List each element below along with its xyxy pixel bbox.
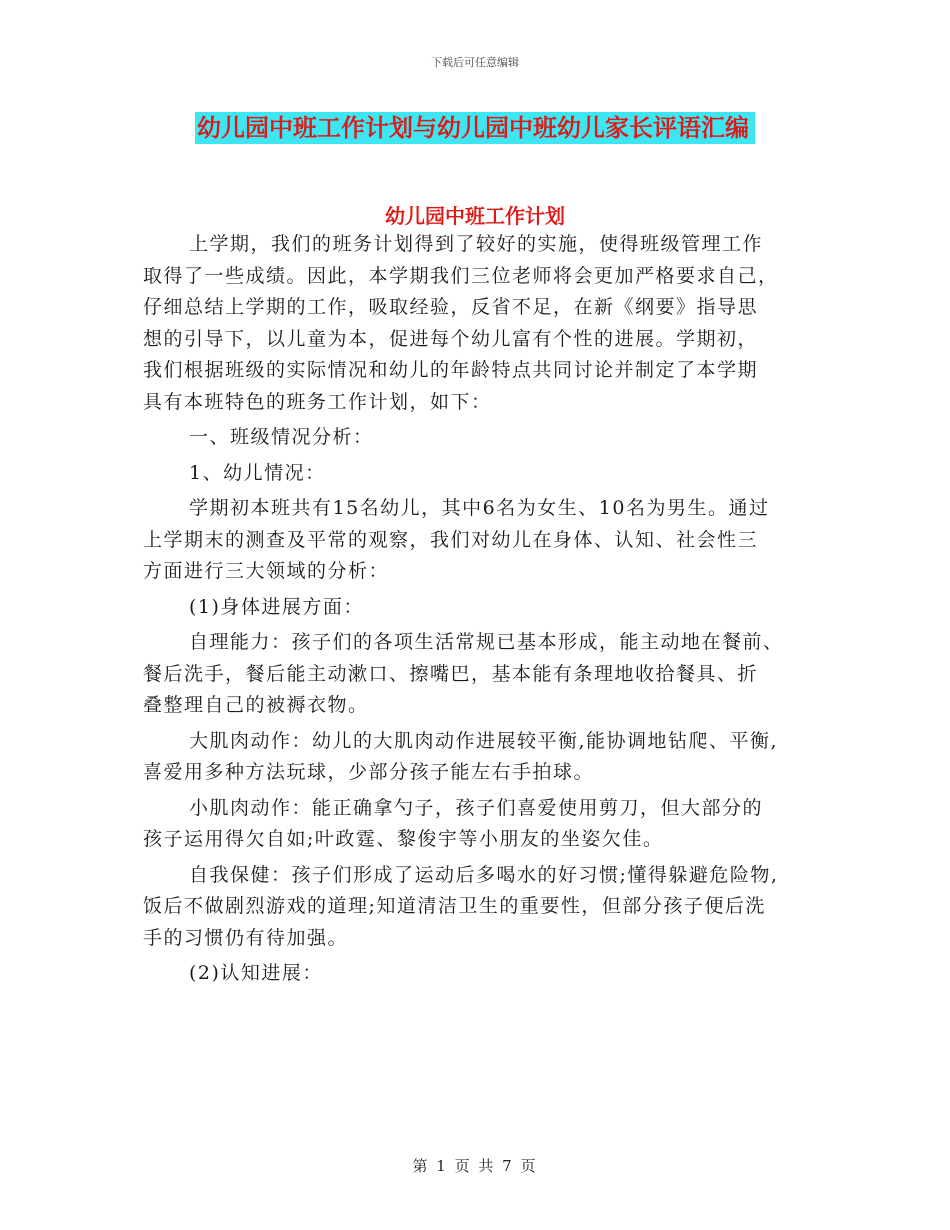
paragraph-line: 自理能力：孩子们的各项生活常规已基本形成，能主动地在餐前、: [189, 631, 784, 653]
heading-line: 一、班级情况分析：: [189, 426, 374, 448]
paragraph-line: 想的引导下，以儿童为本，促进每个幼儿富有个性的进展。学期初，: [143, 327, 759, 350]
paragraph-line: 餐后洗手，餐后能主动漱口、擦嘴巴，基本能有条理地收拾餐具、折: [143, 662, 759, 685]
paragraph-line: 孩子运用得欠自如;叶政霆、黎俊宇等小朋友的坐姿欠佳。: [143, 828, 664, 850]
body-text: [143, 229, 813, 990]
paragraph-line: 手的习惯仍有待加强。: [143, 926, 349, 949]
paragraph-line: 自我保健：孩子们形成了运动后多喝水的好习惯;懂得躲避危险物,: [189, 863, 779, 886]
section-title: 幼儿园中班工作计划: [385, 204, 565, 228]
heading-line: (2)认知进展：: [189, 962, 323, 984]
paragraph-line: 小肌肉动作：能正确拿勺子，孩子们喜爱使用剪刀，但大部分的: [189, 796, 764, 819]
paragraph-line: 我们根据班级的实际情况和幼儿的年龄特点共同讨论并制定了本学期: [143, 359, 759, 381]
paragraph-line: 仔细总结上学期的工作，吸取经验，反省不足，在新《纲要》指导思: [143, 296, 759, 318]
heading-line: 1、幼儿情况：: [189, 461, 326, 484]
document-title: 幼儿园中班工作计划与幼儿园中班幼儿家长评语汇编: [195, 112, 755, 144]
paragraph-line: 取得了一些成绩。因此，本学期我们三位老师将会更加严格要求自己，: [143, 264, 779, 287]
paragraph-line: 方面进行三大领域的分析：: [143, 560, 390, 582]
paragraph-line: 上学期，我们的班务计划得到了较好的实施，使得班级管理工作: [189, 233, 764, 255]
heading-line: (1)身体进展方面：: [189, 595, 364, 618]
paragraph-line: 上学期末的测查及平常的观察，我们对幼儿在身体、认知、社会性三: [143, 528, 759, 551]
header-note: 下载后可任意编辑: [431, 56, 519, 69]
paragraph-line: 叠整理自己的被褥衣物。: [143, 694, 369, 716]
paragraph-line: 喜爱用多种方法玩球，少部分孩子能左右手拍球。: [143, 761, 595, 783]
paragraph-line: 具有本班特色的班务工作计划，如下：: [143, 390, 492, 413]
paragraph-line: 饭后不做剧烈游戏的道理;知道清洁卫生的重要性，但部分孩子便后洗: [143, 895, 766, 917]
paragraph-line: 学期初本班共有15名幼儿，其中6名为女生、10名为男生。通过: [189, 497, 770, 519]
page-number: 第 1 页 共 7 页: [412, 1157, 538, 1175]
paragraph-line: 大肌肉动作：幼儿的大肌肉动作进展较平衡,能协调地钻爬、平衡,: [189, 729, 779, 752]
